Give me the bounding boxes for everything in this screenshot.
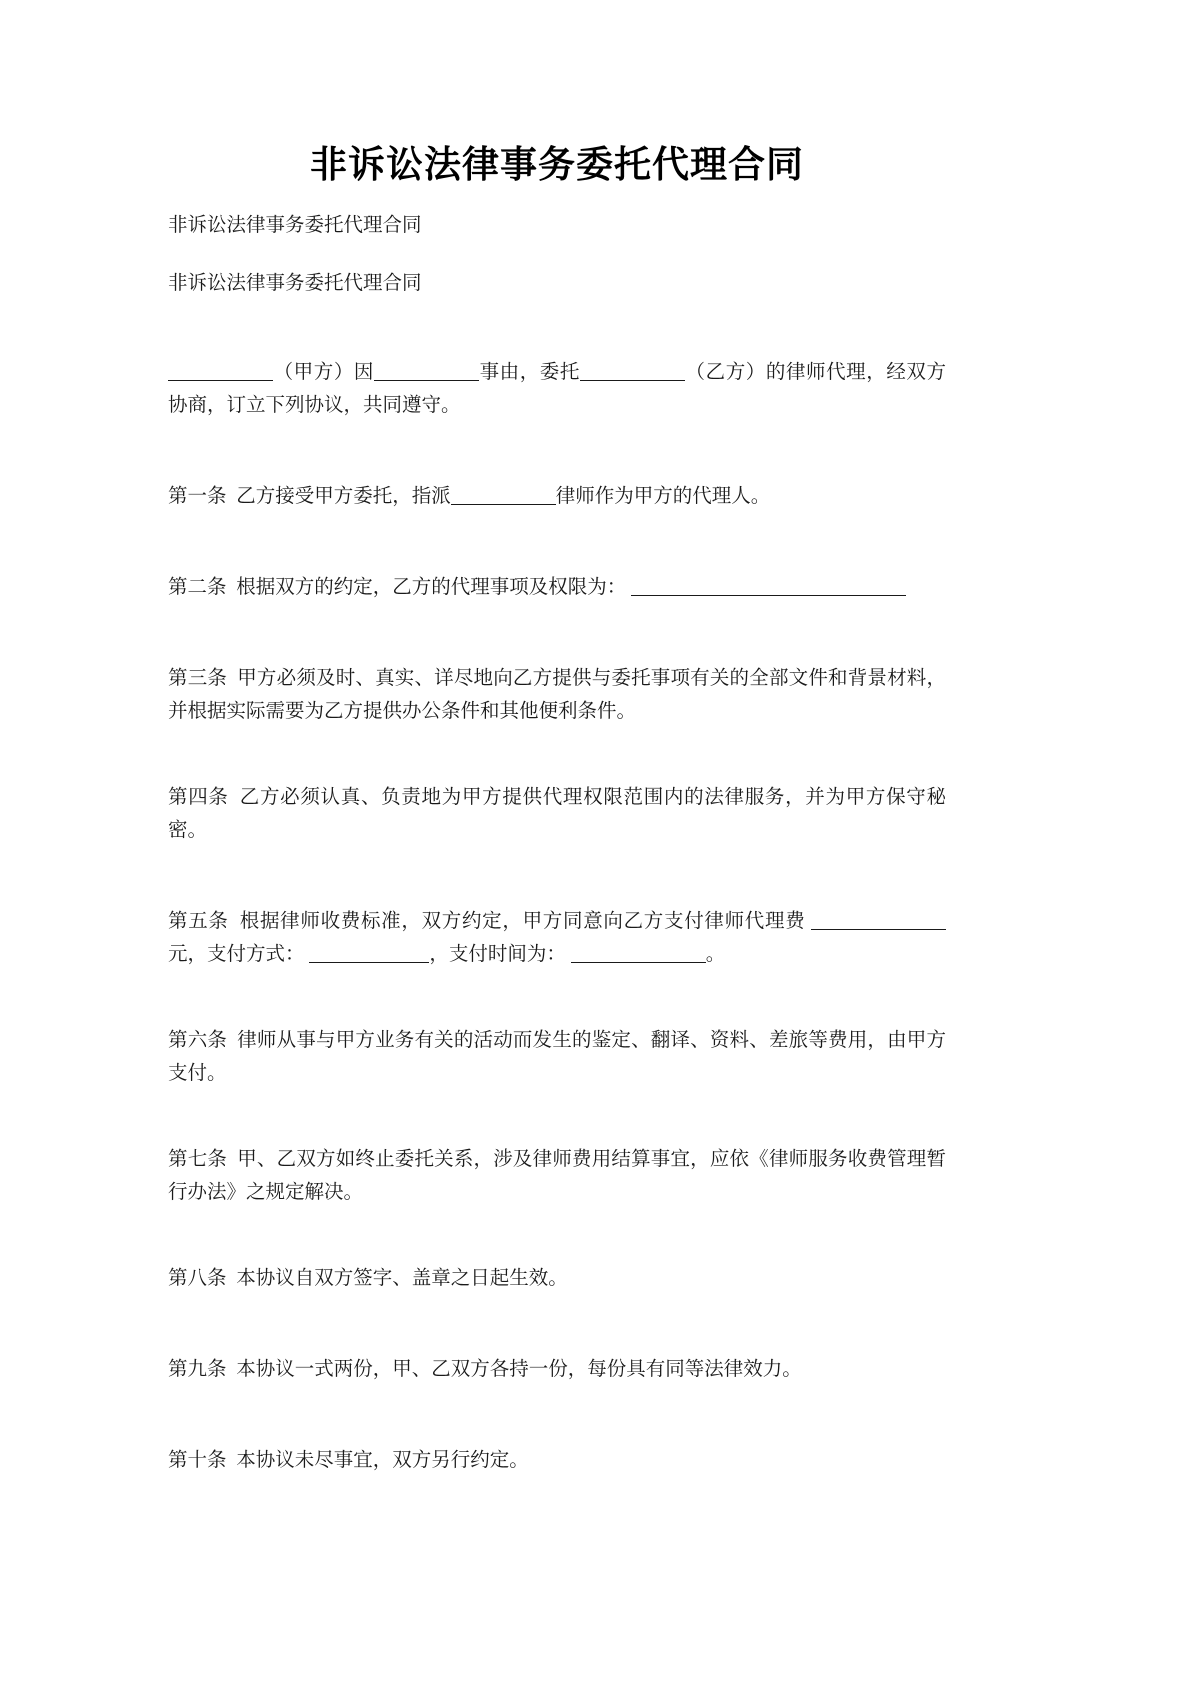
blank-party-b[interactable] <box>580 363 685 381</box>
preamble-text-1: （甲方）因 <box>273 362 374 384</box>
blank-fee-amount[interactable] <box>811 912 946 930</box>
clause-6-label: 第六条 <box>168 1030 228 1052</box>
preamble-text-3: （乙方）的律师代理，经双方协商，订立下列协议，共同遵守。 <box>168 362 946 417</box>
clause-6 <box>168 1024 946 1090</box>
clause-5-label: 第五条 <box>168 911 229 933</box>
blank-lawyer-name[interactable] <box>451 487 556 505</box>
spacer <box>168 604 946 662</box>
spacer <box>168 1209 946 1262</box>
clause-9-label: 第九条 <box>168 1359 227 1381</box>
clause-4-label: 第四条 <box>168 787 229 809</box>
header-line-1: 非诉讼法律事务委托代理合同 <box>168 215 422 237</box>
clause-10-label: 第十条 <box>168 1450 227 1472</box>
spacer <box>168 1386 946 1444</box>
preamble-paragraph <box>168 356 946 422</box>
clause-5 <box>168 905 946 971</box>
clause-6-text: 律师从事与甲方业务有关的活动而发生的鉴定、翻译、资料、差旅等费用，由甲方支付。 <box>168 1030 946 1085</box>
document-body <box>168 0 946 1477</box>
spacer <box>168 422 946 480</box>
clause-7-text: 甲、乙双方如终止委托关系，涉及律师费用结算事宜，应依《律师服务收费管理暂行办法》之规定解决。 <box>168 1149 946 1204</box>
clause-2 <box>168 571 946 604</box>
clause-8-label: 第八条 <box>168 1268 227 1290</box>
clause-3 <box>168 662 946 728</box>
clause-3-text: 甲方必须及时、真实、详尽地向乙方提供与委托事项有关的全部文件和背景材料，并根据实际需要为乙方提供办公条件和其他便利条件。 <box>168 668 946 723</box>
clause-7-label: 第七条 <box>168 1149 228 1171</box>
blank-agency-scope[interactable] <box>631 578 906 596</box>
clause-3-label: 第三条 <box>168 668 228 690</box>
spacer <box>168 847 946 905</box>
page-title: 非诉讼法律事务委托代理合同 <box>310 145 804 186</box>
spacer <box>168 1295 946 1353</box>
clause-5-text-mid-1: 元，支付方式： <box>168 944 305 966</box>
clause-2-text-before: 根据双方的约定，乙方的代理事项及权限为： <box>236 577 627 599</box>
clause-10 <box>168 1444 946 1477</box>
clause-1-text-before: 乙方接受甲方委托，指派 <box>236 486 451 508</box>
spacer <box>168 293 946 356</box>
clause-7 <box>168 1143 946 1209</box>
blank-payment-method[interactable] <box>309 945 429 963</box>
clause-4-text: 乙方必须认真、负责地为甲方提供代理权限范围内的法律服务，并为甲方保守秘密。 <box>168 787 946 842</box>
clause-1 <box>168 480 946 513</box>
clause-9-text: 本协议一式两份，甲、乙双方各持一份，每份具有同等法律效力。 <box>236 1359 802 1381</box>
clause-1-label: 第一条 <box>168 486 227 508</box>
blank-party-a[interactable] <box>168 363 273 381</box>
spacer <box>168 728 946 781</box>
spacer <box>168 513 946 571</box>
clause-5-text-mid-2: ，支付时间为： <box>429 944 566 966</box>
clause-10-text: 本协议未尽事宜，双方另行约定。 <box>236 1450 529 1472</box>
header-line-2: 非诉讼法律事务委托代理合同 <box>168 272 422 294</box>
clause-9 <box>168 1353 946 1386</box>
clause-5-text-after: 。 <box>705 944 726 966</box>
blank-matter[interactable] <box>374 363 479 381</box>
spacer <box>168 971 946 1024</box>
clause-2-label: 第二条 <box>168 577 227 599</box>
spacer <box>168 1090 946 1143</box>
blank-payment-time[interactable] <box>571 945 706 963</box>
preamble-text-2: 事由，委托 <box>478 362 580 384</box>
clause-8 <box>168 1262 946 1295</box>
clause-8-text: 本协议自双方签字、盖章之日起生效。 <box>236 1268 568 1290</box>
clause-5-text-before: 根据律师收费标准，双方约定，甲方同意向乙方支付律师代理费 <box>239 911 806 933</box>
clause-1-text-after: 律师作为甲方的代理人。 <box>555 486 771 508</box>
clause-4 <box>168 781 946 847</box>
